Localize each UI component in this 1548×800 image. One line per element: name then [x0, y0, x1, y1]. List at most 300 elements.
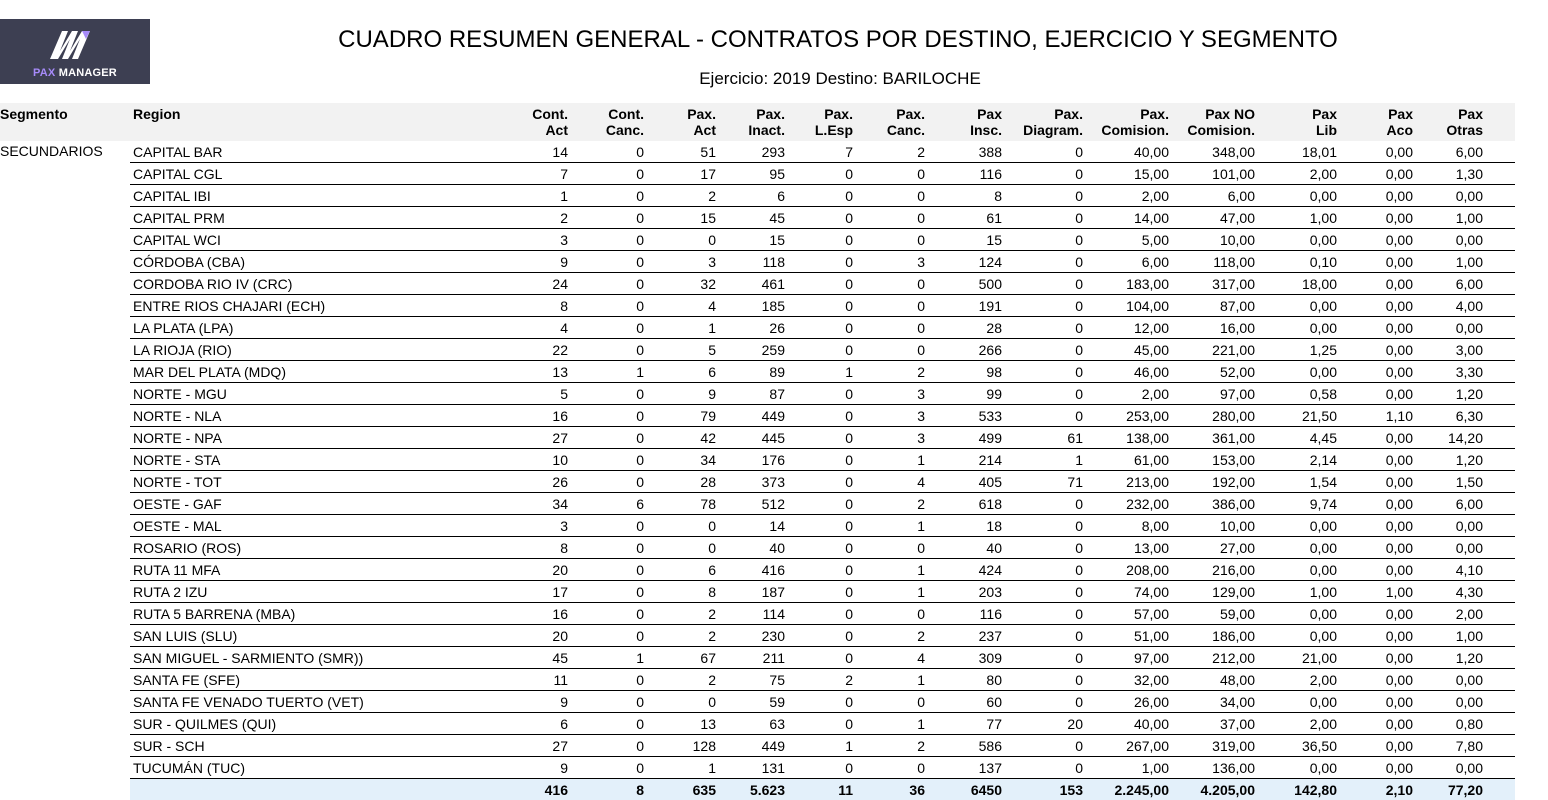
value-cell: 45	[530, 647, 568, 669]
region-cell: SAN MIGUEL - SARMIENTO (SMR))	[130, 647, 530, 669]
table-row	[0, 295, 1515, 317]
value-cell: 2	[644, 669, 716, 691]
value-cell: 9	[530, 757, 568, 779]
value-cell: 131	[716, 757, 785, 779]
table-row	[0, 581, 1515, 603]
value-cell: 98	[925, 361, 1002, 383]
value-cell: 17	[530, 581, 568, 603]
region-cell: LA PLATA (LPA)	[130, 317, 530, 339]
value-cell: 1,00	[1413, 207, 1515, 229]
value-cell: 1,30	[1413, 163, 1515, 185]
value-cell: 0	[568, 669, 644, 691]
value-cell: 40,00	[1083, 141, 1169, 163]
value-cell: 2	[644, 185, 716, 207]
value-cell: 0	[1002, 735, 1083, 757]
table-row	[0, 691, 1515, 713]
value-cell: 3	[853, 405, 925, 427]
value-cell: 124	[925, 251, 1002, 273]
value-cell: 37,00	[1169, 713, 1255, 735]
value-cell: 0,00	[1337, 163, 1413, 185]
value-cell: 319,00	[1169, 735, 1255, 757]
region-cell: MAR DEL PLATA (MDQ)	[130, 361, 530, 383]
value-cell: 20	[1002, 713, 1083, 735]
value-cell: 0,00	[1413, 757, 1515, 779]
value-cell: 14	[716, 515, 785, 537]
value-cell: 1	[530, 185, 568, 207]
value-cell: 211	[716, 647, 785, 669]
value-cell: 8	[530, 295, 568, 317]
value-cell: 27	[530, 735, 568, 757]
value-cell: 0	[1002, 757, 1083, 779]
value-cell: 232,00	[1083, 493, 1169, 515]
value-cell: 4	[853, 471, 925, 493]
table-row	[0, 559, 1515, 581]
value-cell: 221,00	[1169, 339, 1255, 361]
value-cell: 1,00	[1255, 207, 1337, 229]
value-cell: 1,20	[1413, 449, 1515, 471]
value-cell: 21,50	[1255, 405, 1337, 427]
value-cell: 15	[716, 229, 785, 251]
region-cell: CAPITAL BAR	[130, 141, 530, 163]
value-cell: 2	[853, 625, 925, 647]
value-cell: 20	[530, 559, 568, 581]
value-cell: 97,00	[1169, 383, 1255, 405]
value-cell: 21,00	[1255, 647, 1337, 669]
table-row	[0, 339, 1515, 361]
value-cell: 26,00	[1083, 691, 1169, 713]
value-cell: 0	[568, 207, 644, 229]
region-cell: NORTE - TOT	[130, 471, 530, 493]
logo-text-manager: MANAGER	[59, 67, 117, 79]
value-cell: 71	[1002, 471, 1083, 493]
value-cell: 0,00	[1337, 229, 1413, 251]
value-cell: 0,00	[1337, 757, 1413, 779]
value-cell: 8,00	[1083, 515, 1169, 537]
value-cell: 57,00	[1083, 603, 1169, 625]
value-cell: 0	[853, 295, 925, 317]
value-cell: 87,00	[1169, 295, 1255, 317]
value-cell: 0,00	[1255, 537, 1337, 559]
table-row	[0, 493, 1515, 515]
value-cell: 14	[530, 141, 568, 163]
region-cell: CÓRDOBA (CBA)	[130, 251, 530, 273]
value-cell: 97,00	[1083, 647, 1169, 669]
value-cell: 6,30	[1413, 405, 1515, 427]
value-cell: 0,00	[1255, 691, 1337, 713]
value-cell: 0,00	[1337, 669, 1413, 691]
total-value-cell: 6450	[925, 779, 1002, 800]
value-cell: 0	[1002, 625, 1083, 647]
value-cell: 0	[785, 493, 853, 515]
value-cell: 0	[644, 515, 716, 537]
value-cell: 0	[853, 207, 925, 229]
value-cell: 18,00	[1255, 273, 1337, 295]
value-cell: 0	[568, 427, 644, 449]
value-cell: 34	[644, 449, 716, 471]
value-cell: 0,00	[1337, 515, 1413, 537]
region-cell: OESTE - GAF	[130, 493, 530, 515]
value-cell: 14,00	[1083, 207, 1169, 229]
value-cell: 0	[568, 603, 644, 625]
value-cell: 0,00	[1255, 515, 1337, 537]
value-cell: 0,00	[1337, 185, 1413, 207]
value-cell: 59	[716, 691, 785, 713]
value-cell: 0	[785, 581, 853, 603]
value-cell: 3	[644, 251, 716, 273]
total-value-cell: 77,20	[1413, 779, 1515, 800]
value-cell: 2,00	[1255, 713, 1337, 735]
region-cell: NORTE - NPA	[130, 427, 530, 449]
value-cell: 24	[530, 273, 568, 295]
value-cell: 230	[716, 625, 785, 647]
value-cell: 1	[644, 757, 716, 779]
value-cell: 0	[1002, 647, 1083, 669]
value-cell: 75	[716, 669, 785, 691]
value-cell: 1	[853, 713, 925, 735]
value-cell: 9	[530, 251, 568, 273]
table-row	[0, 251, 1515, 273]
value-cell: 78	[644, 493, 716, 515]
table-row	[0, 273, 1515, 295]
value-cell: 47,00	[1169, 207, 1255, 229]
value-cell: 0,00	[1413, 229, 1515, 251]
value-cell: 0,00	[1337, 427, 1413, 449]
value-cell: 0	[785, 449, 853, 471]
value-cell: 0,00	[1337, 295, 1413, 317]
value-cell: 10,00	[1169, 515, 1255, 537]
table-row	[0, 405, 1515, 427]
value-cell: 80	[925, 669, 1002, 691]
value-cell: 0,00	[1337, 559, 1413, 581]
value-cell: 3	[853, 427, 925, 449]
value-cell: 0	[1002, 273, 1083, 295]
value-cell: 253,00	[1083, 405, 1169, 427]
value-cell: 8	[644, 581, 716, 603]
value-cell: 0	[853, 163, 925, 185]
value-cell: 6,00	[1413, 493, 1515, 515]
value-cell: 0	[853, 317, 925, 339]
value-cell: 0	[785, 603, 853, 625]
value-cell: 95	[716, 163, 785, 185]
total-value-cell: 635	[644, 779, 716, 800]
value-cell: 15	[644, 207, 716, 229]
value-cell: 26	[716, 317, 785, 339]
table-row	[0, 207, 1515, 229]
value-cell: 416	[716, 559, 785, 581]
value-cell: 128	[644, 735, 716, 757]
value-cell: 424	[925, 559, 1002, 581]
header-pax-aco: Pax Aco	[1337, 103, 1413, 141]
value-cell: 116	[925, 163, 1002, 185]
value-cell: 1	[1002, 449, 1083, 471]
value-cell: 0	[1002, 361, 1083, 383]
value-cell: 0	[853, 603, 925, 625]
value-cell: 18,01	[1255, 141, 1337, 163]
value-cell: 40,00	[1083, 713, 1169, 735]
value-cell: 0	[644, 229, 716, 251]
value-cell: 0,00	[1413, 317, 1515, 339]
region-cell: ENTRE RIOS CHAJARI (ECH)	[130, 295, 530, 317]
value-cell: 0	[1002, 603, 1083, 625]
table-row	[0, 229, 1515, 251]
value-cell: 10	[530, 449, 568, 471]
value-cell: 212,00	[1169, 647, 1255, 669]
value-cell: 42	[644, 427, 716, 449]
value-cell: 2,00	[1083, 185, 1169, 207]
value-cell: 293	[716, 141, 785, 163]
report-title: CUADRO RESUMEN GENERAL - CONTRATOS POR DESTINO, EJERCICIO Y SEGMENTO	[0, 26, 1548, 54]
value-cell: 116	[925, 603, 1002, 625]
region-cell: NORTE - MGU	[130, 383, 530, 405]
value-cell: 3	[853, 383, 925, 405]
total-value-cell: 36	[853, 779, 925, 800]
region-cell: RUTA 11 MFA	[130, 559, 530, 581]
value-cell: 0,10	[1255, 251, 1337, 273]
value-cell: 7,80	[1413, 735, 1515, 757]
value-cell: 373	[716, 471, 785, 493]
value-cell: 0,00	[1255, 361, 1337, 383]
value-cell: 0,00	[1255, 295, 1337, 317]
table-body	[0, 141, 1515, 800]
table-row	[0, 361, 1515, 383]
value-cell: 1,25	[1255, 339, 1337, 361]
value-cell: 74,00	[1083, 581, 1169, 603]
value-cell: 0	[1002, 493, 1083, 515]
header-pax-lib: Pax Lib	[1255, 103, 1337, 141]
value-cell: 499	[925, 427, 1002, 449]
value-cell: 0	[785, 295, 853, 317]
value-cell: 34	[530, 493, 568, 515]
value-cell: 0,00	[1337, 251, 1413, 273]
value-cell: 15	[925, 229, 1002, 251]
value-cell: 2,00	[1255, 669, 1337, 691]
value-cell: 0,00	[1337, 647, 1413, 669]
value-cell: 0	[853, 229, 925, 251]
value-cell: 2	[785, 669, 853, 691]
value-cell: 1,00	[1337, 581, 1413, 603]
value-cell: 3	[530, 515, 568, 537]
value-cell: 0	[568, 163, 644, 185]
value-cell: 449	[716, 405, 785, 427]
value-cell: 0,00	[1255, 625, 1337, 647]
value-cell: 6	[530, 713, 568, 735]
region-cell: TUCUMÁN (TUC)	[130, 757, 530, 779]
value-cell: 0	[644, 691, 716, 713]
value-cell: 208,00	[1083, 559, 1169, 581]
total-value-cell: 142,80	[1255, 779, 1337, 800]
table-row	[0, 515, 1515, 537]
value-cell: 214	[925, 449, 1002, 471]
value-cell: 0	[644, 537, 716, 559]
header-pax-insc: Pax Insc.	[925, 103, 1002, 141]
value-cell: 87	[716, 383, 785, 405]
value-cell: 0	[568, 273, 644, 295]
value-cell: 4	[644, 295, 716, 317]
value-cell: 28	[644, 471, 716, 493]
value-cell: 0	[785, 647, 853, 669]
region-cell: RUTA 5 BARRENA (MBA)	[130, 603, 530, 625]
value-cell: 0,80	[1413, 713, 1515, 735]
value-cell: 67	[644, 647, 716, 669]
value-cell: 51,00	[1083, 625, 1169, 647]
value-cell: 2	[530, 207, 568, 229]
value-cell: 0,00	[1255, 559, 1337, 581]
value-cell: 186,00	[1169, 625, 1255, 647]
value-cell: 0,00	[1255, 603, 1337, 625]
header-pax-comision: Pax. Comision.	[1083, 103, 1169, 141]
total-value-cell: 2,10	[1337, 779, 1413, 800]
value-cell: 2	[853, 493, 925, 515]
value-cell: 1	[853, 581, 925, 603]
value-cell: 9	[530, 691, 568, 713]
value-cell: 317,00	[1169, 273, 1255, 295]
region-cell: RUTA 2 IZU	[130, 581, 530, 603]
value-cell: 52,00	[1169, 361, 1255, 383]
region-cell: SANTA FE VENADO TUERTO (VET)	[130, 691, 530, 713]
value-cell: 36,50	[1255, 735, 1337, 757]
value-cell: 0	[568, 581, 644, 603]
value-cell: 216,00	[1169, 559, 1255, 581]
value-cell: 2,00	[1083, 383, 1169, 405]
value-cell: 6	[568, 493, 644, 515]
value-cell: 176	[716, 449, 785, 471]
value-cell: 1,50	[1413, 471, 1515, 493]
value-cell: 32	[644, 273, 716, 295]
value-cell: 2	[644, 603, 716, 625]
region-cell: ROSARIO (ROS)	[130, 537, 530, 559]
value-cell: 0,00	[1413, 669, 1515, 691]
region-cell: NORTE - NLA	[130, 405, 530, 427]
value-cell: 0	[785, 163, 853, 185]
value-cell: 0	[568, 757, 644, 779]
value-cell: 0	[568, 691, 644, 713]
value-cell: 2,00	[1413, 603, 1515, 625]
value-cell: 0	[568, 559, 644, 581]
value-cell: 0	[568, 251, 644, 273]
value-cell: 6,00	[1413, 273, 1515, 295]
value-cell: 0	[1002, 581, 1083, 603]
value-cell: 0	[568, 317, 644, 339]
value-cell: 0,00	[1255, 185, 1337, 207]
totals-row	[0, 779, 1515, 800]
value-cell: 138,00	[1083, 427, 1169, 449]
value-cell: 89	[716, 361, 785, 383]
table-row	[0, 537, 1515, 559]
value-cell: 46,00	[1083, 361, 1169, 383]
table-row	[0, 471, 1515, 493]
value-cell: 13	[644, 713, 716, 735]
table-row	[0, 735, 1515, 757]
value-cell: 213,00	[1083, 471, 1169, 493]
value-cell: 20	[530, 625, 568, 647]
report-subtitle: Ejercicio: 2019 Destino: BARILOCHE	[0, 69, 1548, 89]
value-cell: 386,00	[1169, 493, 1255, 515]
value-cell: 27,00	[1169, 537, 1255, 559]
value-cell: 0	[785, 471, 853, 493]
value-cell: 0	[1002, 339, 1083, 361]
table-row	[0, 669, 1515, 691]
value-cell: 0,00	[1413, 185, 1515, 207]
table-row	[0, 647, 1515, 669]
header-pax-diagram: Pax. Diagram.	[1002, 103, 1083, 141]
value-cell: 0,00	[1337, 383, 1413, 405]
value-cell: 0,00	[1337, 207, 1413, 229]
value-cell: 237	[925, 625, 1002, 647]
value-cell: 61	[925, 207, 1002, 229]
value-cell: 0	[785, 625, 853, 647]
value-cell: 2	[853, 361, 925, 383]
value-cell: 77	[925, 713, 1002, 735]
value-cell: 34,00	[1169, 691, 1255, 713]
value-cell: 3	[530, 229, 568, 251]
value-cell: 533	[925, 405, 1002, 427]
value-cell: 2	[853, 141, 925, 163]
value-cell: 0	[853, 185, 925, 207]
total-value-cell: 5.623	[716, 779, 785, 800]
table-row	[0, 383, 1515, 405]
value-cell: 1	[853, 515, 925, 537]
value-cell: 0	[785, 383, 853, 405]
value-cell: 101,00	[1169, 163, 1255, 185]
table-row	[0, 185, 1515, 207]
header-pax-lesp: Pax. L.Esp	[785, 103, 853, 141]
value-cell: 4,45	[1255, 427, 1337, 449]
value-cell: 0,00	[1337, 735, 1413, 757]
totals-label-cell	[130, 779, 530, 800]
value-cell: 0	[1002, 515, 1083, 537]
value-cell: 0,00	[1337, 537, 1413, 559]
value-cell: 0	[1002, 691, 1083, 713]
value-cell: 6,00	[1169, 185, 1255, 207]
value-cell: 5	[644, 339, 716, 361]
value-cell: 13	[530, 361, 568, 383]
value-cell: 185	[716, 295, 785, 317]
value-cell: 0	[785, 537, 853, 559]
header-segmento: Segmento	[0, 103, 130, 141]
value-cell: 1	[785, 735, 853, 757]
value-cell: 259	[716, 339, 785, 361]
value-cell: 4,00	[1413, 295, 1515, 317]
value-cell: 2,00	[1255, 163, 1337, 185]
value-cell: 0,00	[1337, 141, 1413, 163]
value-cell: 0	[568, 295, 644, 317]
value-cell: 9,74	[1255, 493, 1337, 515]
value-cell: 8	[925, 185, 1002, 207]
table-row	[0, 317, 1515, 339]
value-cell: 17	[644, 163, 716, 185]
total-value-cell: 11	[785, 779, 853, 800]
region-cell: SAN LUIS (SLU)	[130, 625, 530, 647]
value-cell: 0	[568, 383, 644, 405]
value-cell: 618	[925, 493, 1002, 515]
value-cell: 0	[1002, 185, 1083, 207]
region-cell: CAPITAL CGL	[130, 163, 530, 185]
value-cell: 1,00	[1255, 581, 1337, 603]
value-cell: 61	[1002, 427, 1083, 449]
header-pax-act: Pax. Act	[644, 103, 716, 141]
value-cell: 3	[853, 251, 925, 273]
value-cell: 2	[644, 625, 716, 647]
value-cell: 267,00	[1083, 735, 1169, 757]
value-cell: 27	[530, 427, 568, 449]
value-cell: 500	[925, 273, 1002, 295]
value-cell: 1	[568, 361, 644, 383]
value-cell: 1,00	[1083, 757, 1169, 779]
region-cell: CORDOBA RIO IV (CRC)	[130, 273, 530, 295]
value-cell: 6,00	[1083, 251, 1169, 273]
table-row	[0, 713, 1515, 735]
value-cell: 1	[785, 361, 853, 383]
